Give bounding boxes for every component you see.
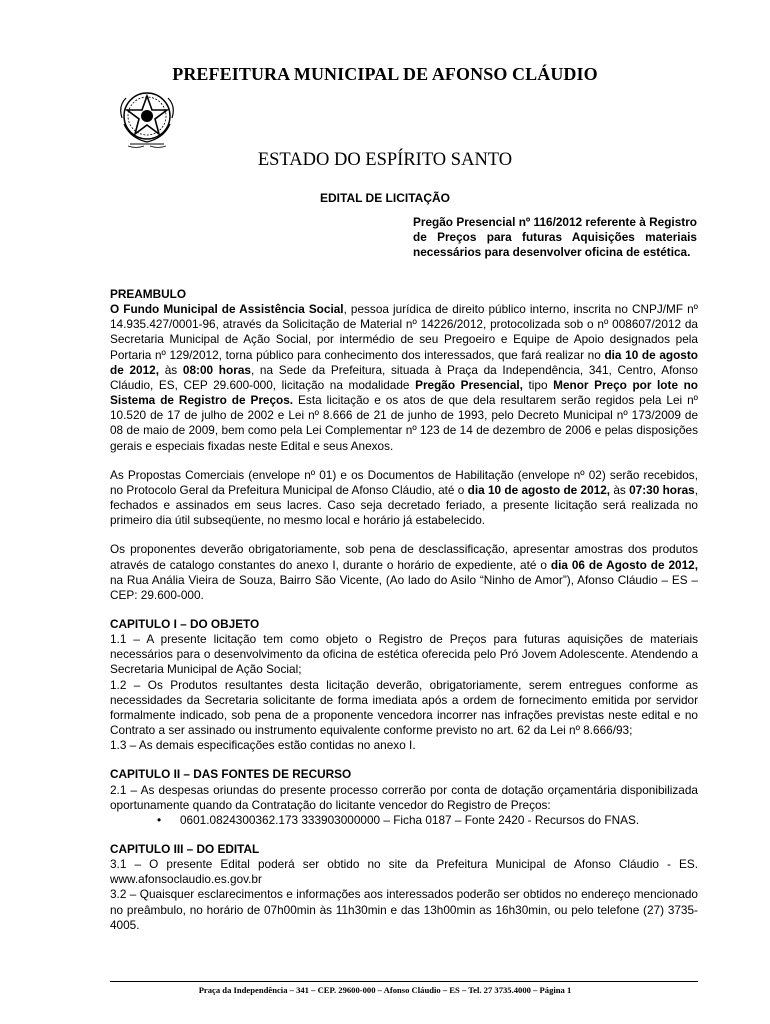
pregao-summary: Pregão Presencial nº 116/2012 referente à Registro de Preços para futuras Aquisições materiais necessários para desenvolver oficina de estética. xyxy=(413,215,697,259)
text-span: às xyxy=(610,482,630,497)
chapter-1-heading: CAPITULO I – DO OBJETO xyxy=(110,616,260,631)
session-time: 08:00 horas xyxy=(182,362,251,377)
clause-number: 2.1 – xyxy=(110,782,138,797)
page-title: PREFEITURA MUNICIPAL DE AFONSO CLÁUDIO xyxy=(172,64,598,84)
clause-1-2: 1.2 – Os Produtos resultantes desta licitação deverão, obrigatoriamente, serem entregues conforme as necessidades da Secretaria solicitante de forma imediata após a ordem de fornecimento emitida por servidor formalmente indicado, sob pena de a proponente vencedora incorrer nas infrações previstas neste edital e no Contrato a ser assinado ou instrumento equivalente conforme previsto no art. 62 da Lei nº 8.666/93; xyxy=(110,677,698,738)
clause-text: As despesas oriundas do presente processo correrão por conta de dotação orçamentária disponibilizada oportunamente quando da Contratação do licitante vencedor do Registro de Preços: xyxy=(110,782,698,812)
municipal-seal-icon xyxy=(116,88,178,150)
text-span: tipo xyxy=(522,377,554,392)
preambulo-heading: PREAMBULO xyxy=(110,287,187,301)
session-date: dia 10 de agosto de 2012, xyxy=(110,347,698,377)
text-span: , na Sede da Prefeitura, situada à Praça da Independência, 341, Centro, Afonso Cláudio, ES, CEP 29.600-000, licitação na modalidade xyxy=(110,362,698,392)
preambulo-paragraph-3 xyxy=(110,542,698,603)
clause-3-2: 3.2 – Quaisquer esclarecimentos e informações aos interessados poderão ser obtidos no endereço mencionado no preâmbulo, no horário de 07h00min às 11h30min e das 13h00min as 16h30min, ou pelo telefone (27) 3735-4005. xyxy=(110,887,698,932)
state-name: ESTADO DO ESPÍRITO SANTO xyxy=(257,150,513,170)
samples-date: dia 06 de Agosto de 2012, xyxy=(550,557,698,572)
modality: Pregão Presencial, xyxy=(415,377,523,392)
document-body xyxy=(110,287,698,933)
text-span: As Propostas Comerciais (envelope nº 01) e os Documentos de Habilitação (envelope nº 02) serão recebidos, no Protocolo Geral da Prefeitura Municipal de Afonso Cláudio, até o xyxy=(110,467,698,497)
funding-source-item xyxy=(110,813,698,828)
text-span: na Rua Anália Vieira de Souza, Bairro São Vicente, (Ao lado do Asilo “Ninho de Amor”), Afonso Cláudio – ES – CEP: 29.600-000. xyxy=(110,572,698,602)
text-span: Os proponentes deverão obrigatoriamente, sob pena de desclassificação, apresentar amostras dos produtos através de catalogo constantes do anexo I, durante o horário de expediente, até o xyxy=(110,542,698,572)
footer-divider xyxy=(110,981,698,982)
preambulo-paragraph-2 xyxy=(110,468,698,529)
clause-1-3: 1.3 – As demais especificações estão contidas no anexo I. xyxy=(110,738,416,753)
preambulo-paragraph-1 xyxy=(110,302,698,454)
proposal-date: dia 10 de agosto de 2012, xyxy=(467,482,611,497)
bullet-icon: • xyxy=(157,812,162,827)
chapter-2-heading: CAPITULO II – DAS FONTES DE RECURSO xyxy=(110,767,352,782)
org-name: O Fundo Municipal de Assistência Social xyxy=(110,302,344,317)
proposal-time: 07:30 horas xyxy=(629,482,695,497)
funding-source-text: 0601.0824300362.173 333903000000 – Ficha 0187 – Fonte 2420 - Recursos do FNAS. xyxy=(180,812,640,827)
text-span: às xyxy=(159,362,183,377)
bid-type: Menor Preço por lote no Sistema de Registro de Preços. xyxy=(110,377,698,408)
edital-title: EDITAL DE LICITAÇÃO xyxy=(320,191,450,205)
text-span: , fechados e assinados em seus lacres. Caso seja decretado feriado, a presente licitação será realizada no primeiro dia útil subseqüente, no mesmo local e horário já estabelecido. xyxy=(110,482,699,528)
text-span: , pessoa jurídica de direito público interno, inscrita no CNPJ/MF nº 14.935.427/0001-96, através da Solicitação de Material nº 14226/2012, protocolizada sob o nº 008607/2012 da Secretaria Municipal de Ação Social, por intermédio de seu Pregoeiro e Equipe de Apoio designados pela Portaria nº 129/2012, torna público para conhecimento dos interessados, que fará realizar no xyxy=(110,302,698,362)
clause-3-1: 3.1 – O presente Edital poderá ser obtido no site da Prefeitura Municipal de Afonso Cláudio - ES. www.afonsoclaudio.es.gov.br xyxy=(110,857,698,887)
chapter-3-heading: CAPITULO III – DO EDITAL xyxy=(110,842,260,856)
text-span: Esta licitação e os atos de que dela resultarem serão regidos pela Lei nº 10.520 de 17 de julho de 2002 e Lei nº 8.666 de 21 de junho de 1993, pelo Decreto Municipal nº 173/2009 de 08 de maio de 2009, bem como pela Lei Complementar nº 123 de 14 de dezembro de 2006 e pelas disposições gerais e especiais fixadas neste Edital e seus Anexos. xyxy=(110,393,698,453)
clause-1-1: 1.1 – A presente licitação tem como objeto o Registro de Preços para futuras aquisições de materiais necessários para o desenvolvimento da oficina de estética oferecida pelo Pró Jovem Adolescente. Atendendo a Secretaria Municipal de Ação Social; xyxy=(110,632,698,677)
page-footer: Praça da Independência – 341 – CEP. 29600-000 – Afonso Cláudio – ES – Tel. 27 3735.4000 – Página 1 xyxy=(198,985,572,995)
clause-2-1 xyxy=(110,783,698,813)
